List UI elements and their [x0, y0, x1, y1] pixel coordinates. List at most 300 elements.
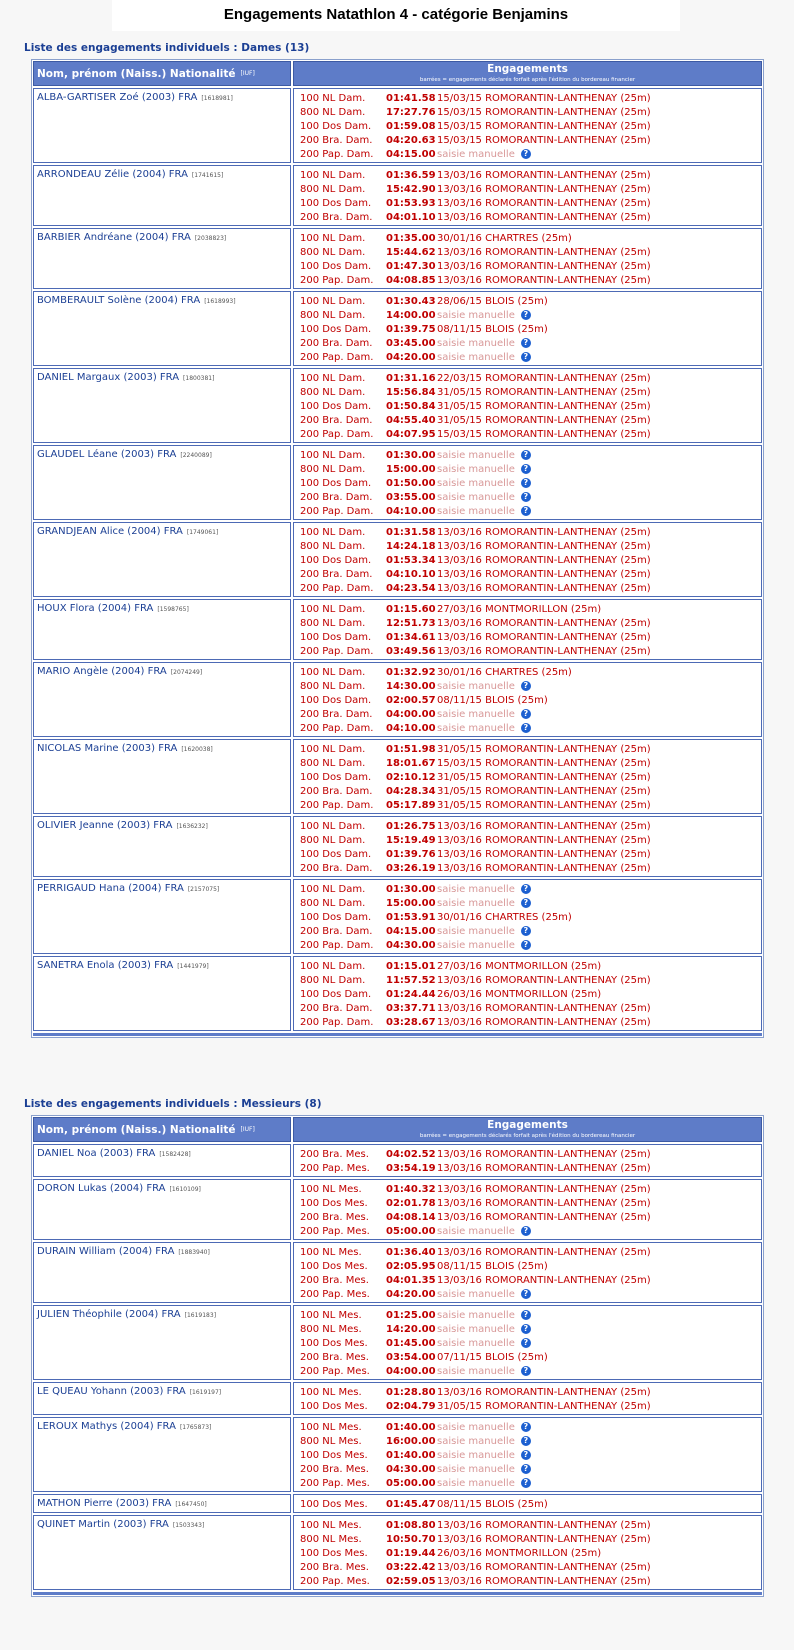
help-icon[interactable]: ?: [521, 898, 531, 908]
swimmer-name-cell: [33, 662, 291, 737]
entry-manual-label: saisie manuelle: [437, 1288, 515, 1300]
help-icon[interactable]: ?: [521, 310, 531, 320]
entry-line: [300, 91, 755, 105]
entry-time: 03:22.42: [386, 1561, 436, 1573]
swimmer-entries-cell: [293, 816, 762, 877]
swimmer-name-cell: [33, 1515, 291, 1590]
swimmer-name-cell: [33, 1305, 291, 1380]
entry-event: 100 Dos Dam.: [300, 323, 372, 335]
entry-event: 200 Bra. Dam.: [300, 337, 373, 349]
swimmer-iuf: [1749061]: [186, 529, 219, 536]
entry-manual-label: saisie manuelle: [437, 463, 515, 475]
swimmer-entries-cell: [293, 1417, 762, 1492]
entry-time: 02:10.12: [386, 771, 436, 783]
entry-time: 01:15.01: [386, 960, 436, 972]
entry-event: 100 NL Dam.: [300, 372, 366, 384]
entry-manual-label: saisie manuelle: [437, 1323, 515, 1335]
swimmer-row: [33, 739, 762, 814]
swimmer-row: [33, 816, 762, 877]
help-icon[interactable]: ?: [521, 884, 531, 894]
entry-competition: 13/03/16 ROMORANTIN-LANTHENAY (25m): [437, 1002, 651, 1014]
entry-competition: 26/03/16 MONTMORILLON (25m): [437, 988, 602, 1000]
entry-line: [300, 245, 755, 259]
entry-line: [300, 1532, 755, 1546]
entry-manual-label: saisie manuelle: [437, 1435, 515, 1447]
swimmer-name-cell: [33, 739, 291, 814]
swimmer-name: OLIVIER Jeanne (2003) FRA: [37, 820, 173, 831]
help-icon[interactable]: ?: [521, 506, 531, 516]
entry-event: 200 Bra. Dam.: [300, 862, 373, 874]
entry-competition: 08/11/15 BLOIS (25m): [437, 1498, 548, 1510]
swimmer-iuf: [1582428]: [159, 1151, 191, 1158]
entry-competition: 30/01/16 CHARTRES (25m): [437, 911, 572, 923]
entry-line: [300, 1420, 755, 1434]
entry-competition: 08/11/15 BLOIS (25m): [437, 694, 548, 706]
header-iuf-label: [IUF]: [240, 1126, 255, 1133]
entry-time: 01:41.58: [386, 92, 436, 104]
entry-line: [300, 1448, 755, 1462]
entry-competition: 31/05/15 ROMORANTIN-LANTHENAY (25m): [437, 1400, 651, 1412]
swimmer-entries-cell: [293, 879, 762, 954]
entry-event: 100 Dos Mes.: [300, 1400, 368, 1412]
entry-competition: 13/03/16 ROMORANTIN-LANTHENAY (25m): [437, 645, 651, 657]
entry-competition: 13/03/16 ROMORANTIN-LANTHENAY (25m): [437, 1575, 651, 1587]
swimmer-name: SANETRA Enola (2003) FRA: [37, 960, 174, 971]
entry-event: 200 Bra. Dam.: [300, 925, 373, 937]
swimmer-iuf: [1636232]: [176, 823, 208, 830]
swimmer-name: ARRONDEAU Zélie (2004) FRA: [37, 169, 188, 180]
entry-time: 03:45.00: [386, 337, 436, 349]
entry-time: 01:36.59: [386, 169, 436, 181]
entry-competition: 13/03/16 ROMORANTIN-LANTHENAY (25m): [437, 169, 651, 181]
entry-manual-label: saisie manuelle: [437, 351, 515, 363]
entry-event: 100 Dos Dam.: [300, 848, 372, 860]
entry-line: [300, 1308, 755, 1322]
swimmer-name: NICOLAS Marine (2003) FRA: [37, 743, 178, 754]
entry-competition: 13/03/16 ROMORANTIN-LANTHENAY (25m): [437, 1386, 651, 1398]
entry-line: [300, 679, 755, 693]
entry-time: 04:20.00: [386, 351, 436, 363]
entry-competition: 13/03/16 ROMORANTIN-LANTHENAY (25m): [437, 617, 651, 629]
entry-event: 200 Bra. Mes.: [300, 1211, 369, 1223]
entry-event: 200 Pap. Dam.: [300, 582, 374, 594]
entry-competition: 13/03/16 ROMORANTIN-LANTHENAY (25m): [437, 1533, 651, 1545]
help-icon[interactable]: ?: [521, 1289, 531, 1299]
section-title-messieurs: Liste des engagements individuels : Messieurs (8): [24, 1098, 322, 1110]
entry-competition: 13/03/16 ROMORANTIN-LANTHENAY (25m): [437, 1561, 651, 1573]
swimmer-row: [33, 445, 762, 520]
entry-line: [300, 938, 755, 952]
swimmer-entries-cell: [293, 88, 762, 163]
swimmer-entries-cell: [293, 228, 762, 289]
entry-line: [300, 798, 755, 812]
entry-time: 01:31.58: [386, 526, 436, 538]
swimmer-iuf: [2038823]: [194, 235, 227, 242]
entry-line: [300, 896, 755, 910]
entry-competition: 13/03/16 ROMORANTIN-LANTHENAY (25m): [437, 260, 651, 272]
entry-line: [300, 196, 755, 210]
swimmer-iuf: [2157075]: [187, 886, 220, 893]
header-iuf-label: [IUF]: [240, 70, 255, 77]
swimmer-name-cell: [33, 368, 291, 443]
entry-line: [300, 1574, 755, 1588]
entry-time: 17:27.76: [386, 106, 436, 118]
entry-event: 100 Dos Dam.: [300, 554, 372, 566]
help-icon[interactable]: ?: [521, 478, 531, 488]
entry-line: [300, 105, 755, 119]
entry-event: 100 Dos Dam.: [300, 120, 372, 132]
entry-time: 02:01.78: [386, 1197, 436, 1209]
swimmer-row: [33, 1305, 762, 1380]
entry-line: [300, 602, 755, 616]
entry-competition: 30/01/16 CHARTRES (25m): [437, 666, 572, 678]
entry-competition: 13/03/16 ROMORANTIN-LANTHENAY (25m): [437, 526, 651, 538]
entry-competition: 30/01/16 CHARTRES (25m): [437, 232, 572, 244]
entry-competition: 31/05/15 ROMORANTIN-LANTHENAY (25m): [437, 386, 651, 398]
entry-line: [300, 707, 755, 721]
swimmer-name: QUINET Martin (2003) FRA: [37, 1519, 169, 1530]
swimmer-name-cell: [33, 1417, 291, 1492]
entry-event: 200 Pap. Mes.: [300, 1288, 370, 1300]
entry-line: [300, 294, 755, 308]
entry-time: 04:30.00: [386, 939, 436, 951]
swimmer-name-cell: [33, 816, 291, 877]
entry-event: 200 Pap. Dam.: [300, 505, 374, 517]
entry-line: [300, 1518, 755, 1532]
entry-time: 04:10.00: [386, 722, 436, 734]
entry-manual-label: saisie manuelle: [437, 897, 515, 909]
entry-event: 200 Bra. Mes.: [300, 1274, 369, 1286]
entry-line: [300, 581, 755, 595]
help-icon[interactable]: ?: [521, 1324, 531, 1334]
entry-line: [300, 756, 755, 770]
entry-line: [300, 644, 755, 658]
help-icon[interactable]: ?: [521, 149, 531, 159]
help-icon[interactable]: ?: [521, 1478, 531, 1488]
help-icon[interactable]: ?: [521, 1450, 531, 1460]
entry-competition: 15/03/15 ROMORANTIN-LANTHENAY (25m): [437, 92, 651, 104]
swimmer-name: DORON Lukas (2004) FRA: [37, 1183, 166, 1194]
entry-time: 01:45.47: [386, 1498, 436, 1510]
swimmer-row: [33, 1515, 762, 1590]
entry-competition: 13/03/16 ROMORANTIN-LANTHENAY (25m): [437, 1148, 651, 1160]
entry-event: 100 NL Dam.: [300, 883, 366, 895]
help-icon[interactable]: ?: [521, 1366, 531, 1376]
swimmer-name: HOUX Flora (2004) FRA: [37, 603, 154, 614]
help-icon[interactable]: ?: [521, 1422, 531, 1432]
entry-line: [300, 385, 755, 399]
section-title-dames: Liste des engagements individuels : Dames (13): [24, 42, 310, 54]
help-icon[interactable]: ?: [521, 926, 531, 936]
entry-event: 200 Bra. Dam.: [300, 414, 373, 426]
swimmer-entries-cell: [293, 1515, 762, 1590]
entry-manual-label: saisie manuelle: [437, 1463, 515, 1475]
entry-manual-label: saisie manuelle: [437, 708, 515, 720]
entry-event: 800 NL Dam.: [300, 183, 366, 195]
entry-line: [300, 133, 755, 147]
entry-line: [300, 1385, 755, 1399]
entry-competition: 22/03/15 ROMORANTIN-LANTHENAY (25m): [437, 372, 651, 384]
entry-line: [300, 665, 755, 679]
entry-time: 01:53.93: [386, 197, 436, 209]
swimmer-row: [33, 1144, 762, 1177]
entry-line: [300, 742, 755, 756]
entry-event: 100 Dos Mes.: [300, 1547, 368, 1559]
swimmer-name: DANIEL Noa (2003) FRA: [37, 1148, 156, 1159]
swimmer-iuf: [1741615]: [191, 172, 224, 179]
entry-time: 01:30.00: [386, 883, 436, 895]
entry-time: 01:35.00: [386, 232, 436, 244]
swimmer-entries-cell: [293, 599, 762, 660]
entry-line: [300, 1196, 755, 1210]
entry-event: 100 NL Dam.: [300, 232, 366, 244]
entry-line: [300, 1546, 755, 1560]
swimmer-entries-cell: [293, 1305, 762, 1380]
entry-line: [300, 462, 755, 476]
entry-competition: 07/11/15 BLOIS (25m): [437, 1351, 548, 1363]
entry-line: [300, 525, 755, 539]
entry-line: [300, 1001, 755, 1015]
help-icon[interactable]: ?: [521, 450, 531, 460]
header-engagements-note: barrées = engagements déclarés forfait après l'édition du bordereau financier: [419, 1133, 636, 1139]
entry-event: 100 NL Mes.: [300, 1386, 362, 1398]
entry-event: 800 NL Dam.: [300, 680, 366, 692]
entry-event: 100 NL Dam.: [300, 960, 366, 972]
entry-line: [300, 1399, 755, 1413]
entry-line: [300, 476, 755, 490]
entry-line: [300, 959, 755, 973]
entry-line: [300, 693, 755, 707]
entry-time: 03:28.67: [386, 1016, 436, 1028]
entry-time: 04:15.00: [386, 148, 436, 160]
help-icon[interactable]: ?: [521, 940, 531, 950]
entry-event: 200 Pap. Mes.: [300, 1575, 370, 1587]
entry-manual-label: saisie manuelle: [437, 1309, 515, 1321]
entry-manual-label: saisie manuelle: [437, 939, 515, 951]
entry-line: [300, 504, 755, 518]
entry-line: [300, 1259, 755, 1273]
entry-event: 100 Dos Dam.: [300, 911, 372, 923]
header-engagements-label: Engagements: [487, 1119, 568, 1131]
entry-time: 02:00.57: [386, 694, 436, 706]
swimmer-name: LEROUX Mathys (2004) FRA: [37, 1421, 176, 1432]
swimmer-row: [33, 1242, 762, 1303]
entry-event: 100 NL Dam.: [300, 92, 366, 104]
entry-time: 04:30.00: [386, 1463, 436, 1475]
swimmer-iuf: [1800381]: [183, 375, 215, 382]
entry-line: [300, 630, 755, 644]
entry-line: [300, 231, 755, 245]
entry-event: 100 NL Mes.: [300, 1246, 362, 1258]
entry-competition: 08/11/15 BLOIS (25m): [437, 1260, 548, 1272]
entry-competition: 13/03/16 ROMORANTIN-LANTHENAY (25m): [437, 1183, 651, 1195]
entry-event: 800 NL Dam.: [300, 106, 366, 118]
entry-time: 04:20.63: [386, 134, 436, 146]
entry-event: 200 Bra. Mes.: [300, 1351, 369, 1363]
entry-competition: 13/03/16 ROMORANTIN-LANTHENAY (25m): [437, 246, 651, 258]
entry-event: 200 Bra. Mes.: [300, 1148, 369, 1160]
entry-line: [300, 1161, 755, 1175]
swimmer-entries-cell: [293, 368, 762, 443]
entry-manual-label: saisie manuelle: [437, 449, 515, 461]
entry-time: 01:39.76: [386, 848, 436, 860]
entry-event: 200 Bra. Dam.: [300, 1002, 373, 1014]
swimmer-name: MARIO Angèle (2004) FRA: [37, 666, 167, 677]
entry-time: 05:00.00: [386, 1477, 436, 1489]
help-icon[interactable]: ?: [521, 492, 531, 502]
entry-line: [300, 924, 755, 938]
entry-line: [300, 1560, 755, 1574]
swimmer-name-cell: [33, 1382, 291, 1415]
swimmer-name: DURAIN William (2004) FRA: [37, 1246, 175, 1257]
swimmer-row: [33, 1382, 762, 1415]
entry-event: 200 Bra. Dam.: [300, 568, 373, 580]
entry-event: 800 NL Dam.: [300, 540, 366, 552]
entry-event: 200 Bra. Dam.: [300, 708, 373, 720]
entry-manual-label: saisie manuelle: [437, 1477, 515, 1489]
entry-event: 200 Bra. Dam.: [300, 134, 373, 146]
entry-event: 200 Bra. Mes.: [300, 1561, 369, 1573]
help-icon[interactable]: ?: [521, 1464, 531, 1474]
entry-time: 04:07.95: [386, 428, 436, 440]
entry-competition: 15/03/15 ROMORANTIN-LANTHENAY (25m): [437, 428, 651, 440]
entry-event: 100 Dos Dam.: [300, 988, 372, 1000]
entry-line: [300, 1224, 755, 1238]
help-icon[interactable]: ?: [521, 1338, 531, 1348]
entry-line: [300, 1336, 755, 1350]
help-icon[interactable]: ?: [521, 709, 531, 719]
entry-competition: 13/03/16 ROMORANTIN-LANTHENAY (25m): [437, 568, 651, 580]
entry-competition: 13/03/16 ROMORANTIN-LANTHENAY (25m): [437, 848, 651, 860]
header-name-label: Nom, prénom (Naiss.) Nationalité: [37, 67, 236, 80]
entries-table-dames: [31, 59, 764, 1038]
entry-line: [300, 882, 755, 896]
swimmer-iuf: [1647450]: [175, 1501, 207, 1508]
entry-time: 01:26.75: [386, 820, 436, 832]
swimmer-row: [33, 368, 762, 443]
entry-time: 16:00.00: [386, 1435, 436, 1447]
entry-event: 200 Pap. Dam.: [300, 351, 374, 363]
entry-manual-label: saisie manuelle: [437, 1225, 515, 1237]
entry-time: 01:25.00: [386, 1309, 436, 1321]
entry-time: 01:15.60: [386, 603, 436, 615]
entry-line: [300, 721, 755, 735]
entry-time: 01:34.61: [386, 631, 436, 643]
entry-event: 800 NL Dam.: [300, 246, 366, 258]
swimmer-entries-cell: [293, 1494, 762, 1513]
entry-time: 01:59.08: [386, 120, 436, 132]
entry-event: 100 NL Dam.: [300, 449, 366, 461]
entry-line: [300, 539, 755, 553]
entry-time: 01:51.98: [386, 743, 436, 755]
entry-time: 15:56.84: [386, 386, 436, 398]
entry-event: 100 Dos Mes.: [300, 1337, 368, 1349]
entry-competition: 13/03/16 ROMORANTIN-LANTHENAY (25m): [437, 1519, 651, 1531]
entry-time: 01:39.75: [386, 323, 436, 335]
entry-competition: 31/05/15 ROMORANTIN-LANTHENAY (25m): [437, 799, 651, 811]
entry-event: 800 NL Dam.: [300, 974, 366, 986]
entry-event: 100 Dos Dam.: [300, 771, 372, 783]
swimmer-name-cell: [33, 522, 291, 597]
swimmer-name-cell: [33, 1144, 291, 1177]
entries-table-messieurs: [31, 1115, 764, 1597]
entry-event: 200 Pap. Dam.: [300, 722, 374, 734]
entry-time: 01:40.00: [386, 1421, 436, 1433]
swimmer-name: ALBA-GARTISER Zoé (2003) FRA: [37, 92, 198, 103]
swimmer-iuf: [1503343]: [172, 1522, 205, 1529]
entry-time: 01:47.30: [386, 260, 436, 272]
entry-event: 200 Bra. Dam.: [300, 785, 373, 797]
swimmer-name-cell: [33, 1179, 291, 1240]
swimmer-iuf: [1598765]: [157, 606, 189, 613]
help-icon[interactable]: ?: [521, 1226, 531, 1236]
entry-event: 200 Pap. Dam.: [300, 939, 374, 951]
entry-event: 200 Pap. Dam.: [300, 428, 374, 440]
header-engagements-column: [293, 1117, 762, 1142]
entry-line: [300, 336, 755, 350]
table-header: [33, 61, 762, 86]
swimmer-name: DANIEL Margaux (2003) FRA: [37, 372, 180, 383]
entry-time: 15:44.62: [386, 246, 436, 258]
swimmer-entries-cell: [293, 165, 762, 226]
help-icon[interactable]: ?: [521, 464, 531, 474]
entry-time: 14:30.00: [386, 680, 436, 692]
help-icon[interactable]: ?: [521, 1436, 531, 1446]
entry-manual-label: saisie manuelle: [437, 309, 515, 321]
entry-time: 05:17.89: [386, 799, 436, 811]
entry-event: 100 NL Mes.: [300, 1183, 362, 1195]
entry-manual-label: saisie manuelle: [437, 680, 515, 692]
header-engagements-column: [293, 61, 762, 86]
entry-time: 04:08.14: [386, 1211, 436, 1223]
entry-event: 200 Pap. Mes.: [300, 1477, 370, 1489]
entry-line: [300, 490, 755, 504]
entry-time: 01:50.00: [386, 477, 436, 489]
entry-event: 100 NL Dam.: [300, 666, 366, 678]
swimmer-iuf: [1619183]: [184, 1312, 217, 1319]
help-icon[interactable]: ?: [521, 681, 531, 691]
entry-manual-label: saisie manuelle: [437, 1337, 515, 1349]
help-icon[interactable]: ?: [521, 1310, 531, 1320]
entry-line: [300, 273, 755, 287]
entry-competition: 13/03/16 ROMORANTIN-LANTHENAY (25m): [437, 554, 651, 566]
entry-event: 200 Pap. Mes.: [300, 1225, 370, 1237]
swimmer-row: [33, 165, 762, 226]
header-name-label: Nom, prénom (Naiss.) Nationalité: [37, 1123, 236, 1136]
entry-line: [300, 784, 755, 798]
entry-event: 800 NL Dam.: [300, 386, 366, 398]
entry-event: 200 Bra. Dam.: [300, 211, 373, 223]
entry-event: 100 Dos Dam.: [300, 477, 372, 489]
entry-manual-label: saisie manuelle: [437, 477, 515, 489]
help-icon[interactable]: ?: [521, 338, 531, 348]
entry-competition: 13/03/16 ROMORANTIN-LANTHENAY (25m): [437, 862, 651, 874]
entry-event: 200 Bra. Mes.: [300, 1463, 369, 1475]
help-icon[interactable]: ?: [521, 352, 531, 362]
swimmer-name-cell: [33, 956, 291, 1031]
swimmer-name: BOMBERAULT Solène (2004) FRA: [37, 295, 201, 306]
swimmer-row: [33, 662, 762, 737]
swimmer-entries-cell: [293, 739, 762, 814]
entry-competition: 31/05/15 ROMORANTIN-LANTHENAY (25m): [437, 414, 651, 426]
entry-time: 01:30.00: [386, 449, 436, 461]
entry-competition: 13/03/16 ROMORANTIN-LANTHENAY (25m): [437, 197, 651, 209]
help-icon[interactable]: ?: [521, 723, 531, 733]
entry-competition: 13/03/16 ROMORANTIN-LANTHENAY (25m): [437, 582, 651, 594]
entry-event: 100 Dos Dam.: [300, 197, 372, 209]
entry-event: 100 Dos Dam.: [300, 694, 372, 706]
swimmer-entries-cell: [293, 1242, 762, 1303]
